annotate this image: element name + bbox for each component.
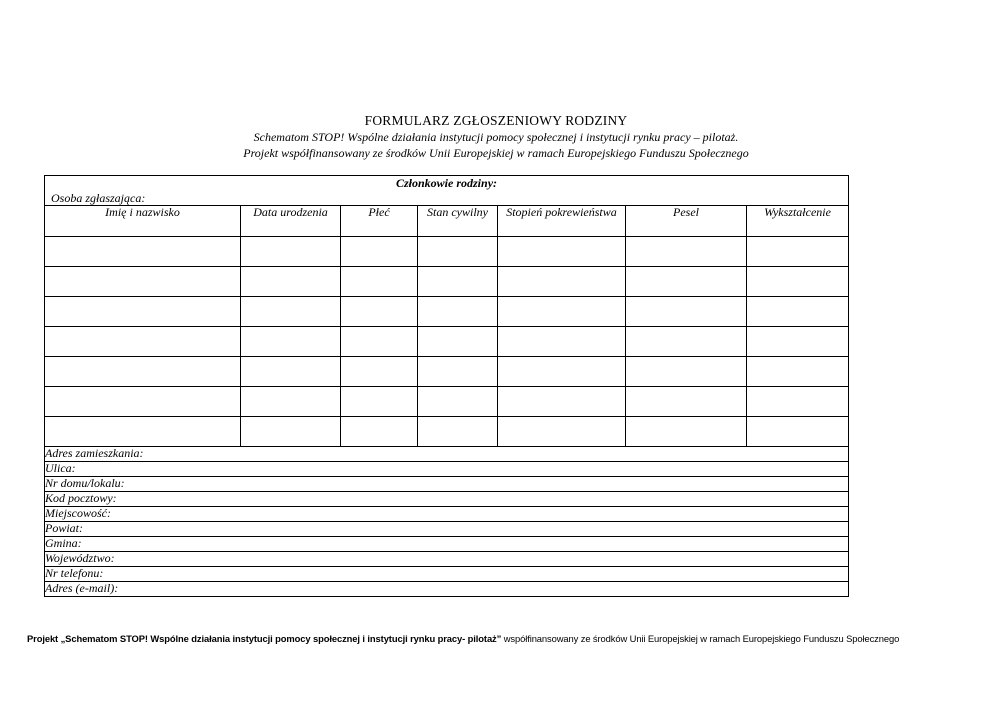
member-cell[interactable] xyxy=(747,417,849,447)
col-header-pesel: Pesel xyxy=(626,206,747,237)
address-field-label[interactable]: Nr domu/lokalu: xyxy=(45,477,849,492)
member-cell[interactable] xyxy=(418,357,498,387)
member-cell[interactable] xyxy=(626,387,747,417)
member-row xyxy=(45,387,849,417)
member-cell[interactable] xyxy=(626,297,747,327)
member-cell[interactable] xyxy=(498,417,626,447)
address-field-label[interactable]: Powiat: xyxy=(45,522,849,537)
member-row xyxy=(45,327,849,357)
address-field-label[interactable]: Adres zamieszkania: xyxy=(45,447,849,462)
member-row xyxy=(45,357,849,387)
member-cell[interactable] xyxy=(341,327,418,357)
member-cell[interactable] xyxy=(341,267,418,297)
member-row xyxy=(45,297,849,327)
address-row xyxy=(45,507,849,522)
member-cell[interactable] xyxy=(498,357,626,387)
member-cell[interactable] xyxy=(45,327,241,357)
address-row xyxy=(45,522,849,537)
member-cell[interactable] xyxy=(498,387,626,417)
member-cell[interactable] xyxy=(241,327,341,357)
member-cell[interactable] xyxy=(498,327,626,357)
member-cell[interactable] xyxy=(45,357,241,387)
member-cell[interactable] xyxy=(341,297,418,327)
member-cell[interactable] xyxy=(418,267,498,297)
member-cell[interactable] xyxy=(747,387,849,417)
member-cell[interactable] xyxy=(241,297,341,327)
member-cell[interactable] xyxy=(45,387,241,417)
member-cell[interactable] xyxy=(626,237,747,267)
form-subtitle-funding: Projekt współfinansowany ze środków Unii Europejskiej w ramach Europejskiego Funduszu Społecznego xyxy=(243,146,749,160)
member-cell[interactable] xyxy=(747,267,849,297)
member-cell[interactable] xyxy=(241,417,341,447)
footer-project-name: Projekt „Schematom STOP! Wspólne działania instytucji pomocy społecznej i instytucji rynku pracy- pilotaż” xyxy=(27,633,502,644)
address-field-label[interactable]: Nr telefonu: xyxy=(45,567,849,582)
footer-funding: współfinansowany ze środków Unii Europejskiej w ramach Europejskiego Funduszu Społecznego xyxy=(501,633,900,644)
member-cell[interactable] xyxy=(498,237,626,267)
reporter-label: Osoba zgłaszająca: xyxy=(51,191,146,205)
member-row xyxy=(45,417,849,447)
member-cell[interactable] xyxy=(418,387,498,417)
form-title: FORMULARZ ZGŁOSZENIOWY RODZINY xyxy=(364,113,628,128)
member-cell[interactable] xyxy=(418,327,498,357)
member-cell[interactable] xyxy=(498,267,626,297)
address-field-label[interactable]: Kod pocztowy: xyxy=(45,492,849,507)
footer-note xyxy=(27,633,899,644)
member-cell[interactable] xyxy=(45,267,241,297)
col-header-marital-status: Stan cywilny xyxy=(418,206,498,237)
member-cell[interactable] xyxy=(45,237,241,267)
address-row xyxy=(45,447,849,462)
member-cell[interactable] xyxy=(418,297,498,327)
member-cell[interactable] xyxy=(626,357,747,387)
member-cell[interactable] xyxy=(747,297,849,327)
member-cell[interactable] xyxy=(626,417,747,447)
address-row xyxy=(45,492,849,507)
col-header-relationship: Stopień pokrewieństwa xyxy=(498,206,626,237)
address-row xyxy=(45,462,849,477)
member-cell[interactable] xyxy=(241,237,341,267)
column-header-row xyxy=(45,206,849,237)
member-cell[interactable] xyxy=(747,327,849,357)
member-cell[interactable] xyxy=(241,267,341,297)
member-cell[interactable] xyxy=(626,327,747,357)
col-header-name: Imię i nazwisko xyxy=(45,206,241,237)
member-cell[interactable] xyxy=(341,357,418,387)
table-title-cell xyxy=(45,176,849,206)
member-cell[interactable] xyxy=(241,357,341,387)
member-cell[interactable] xyxy=(747,357,849,387)
member-cell[interactable] xyxy=(341,387,418,417)
address-field-label[interactable]: Województwo: xyxy=(45,552,849,567)
member-row xyxy=(45,267,849,297)
member-cell[interactable] xyxy=(341,237,418,267)
member-cell[interactable] xyxy=(45,297,241,327)
address-row xyxy=(45,477,849,492)
member-cell[interactable] xyxy=(626,267,747,297)
address-row xyxy=(45,537,849,552)
address-row xyxy=(45,552,849,567)
address-row xyxy=(45,582,849,597)
form-subtitle-project: Schematom STOP! Wspólne działania instytucji pomocy społecznej i instytucji rynku pracy – pilotaż. xyxy=(253,130,739,144)
col-header-birthdate: Data urodzenia xyxy=(241,206,341,237)
member-cell[interactable] xyxy=(341,417,418,447)
address-row xyxy=(45,567,849,582)
address-field-label[interactable]: Miejscowość: xyxy=(45,507,849,522)
address-field-label[interactable]: Adres (e-mail): xyxy=(45,582,849,597)
member-cell[interactable] xyxy=(45,417,241,447)
table-title: Członkowie rodziny: xyxy=(396,176,498,190)
member-cell[interactable] xyxy=(418,237,498,267)
member-cell[interactable] xyxy=(498,297,626,327)
col-header-education: Wykształcenie xyxy=(747,206,849,237)
member-row xyxy=(45,237,849,267)
member-cell[interactable] xyxy=(418,417,498,447)
member-cell[interactable] xyxy=(241,387,341,417)
address-field-label[interactable]: Gmina: xyxy=(45,537,849,552)
address-field-label[interactable]: Ulica: xyxy=(45,462,849,477)
member-cell[interactable] xyxy=(747,237,849,267)
col-header-sex: Płeć xyxy=(341,206,418,237)
family-members-table xyxy=(44,175,849,597)
